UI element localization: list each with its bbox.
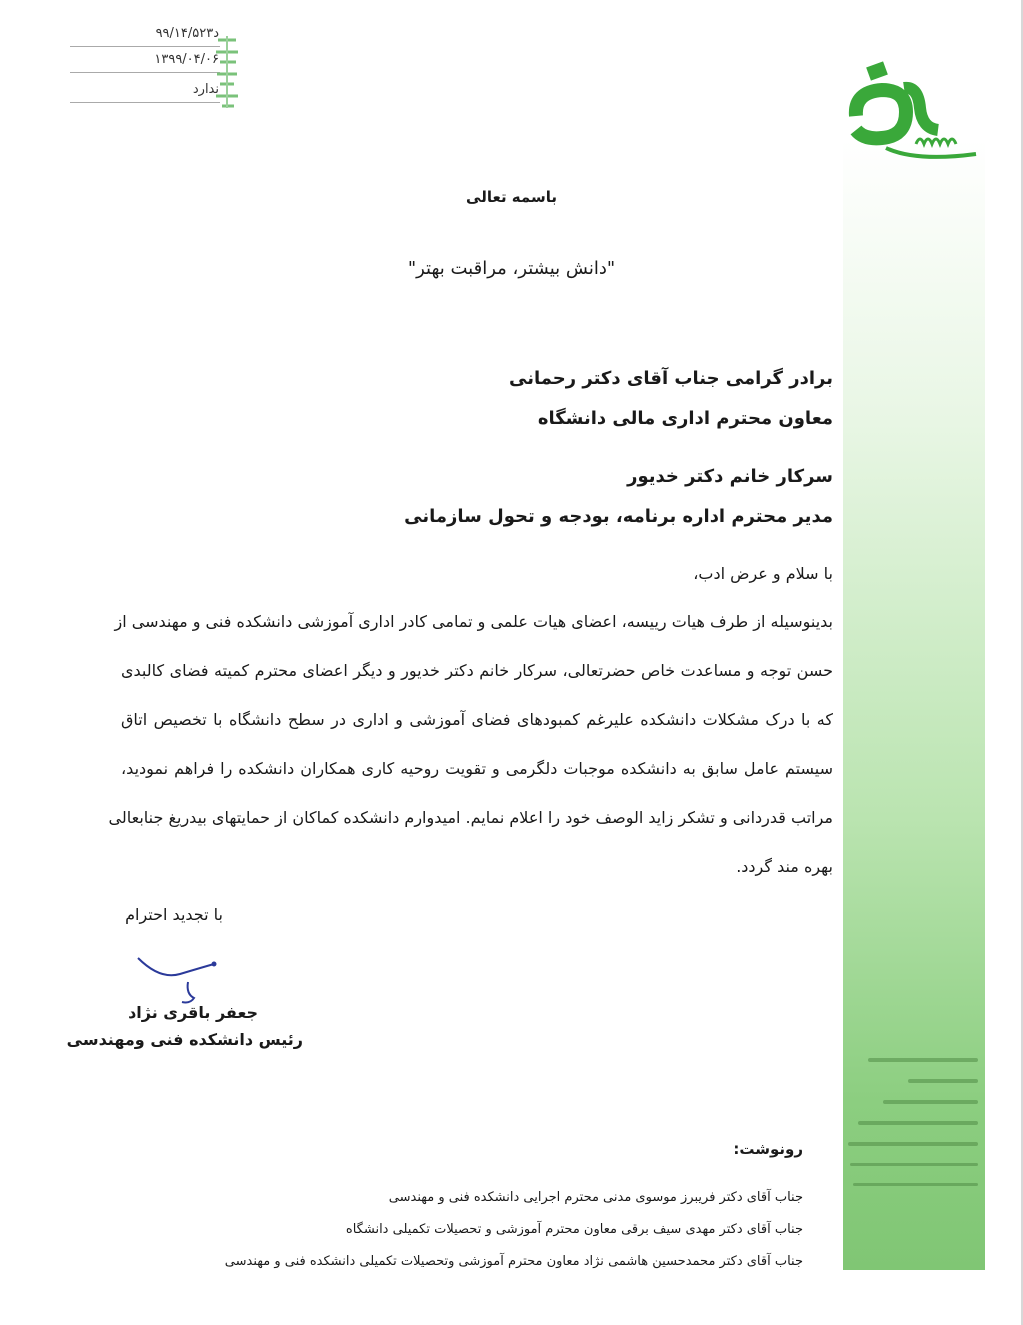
recipient-2-title: مدیر محترم اداره برنامه، بودجه و تحول سازمانی xyxy=(404,506,833,527)
body-line: حسن توجه و مساعدت خاص حضرتعالی، سرکار خانم دکتر خدیور و دیگر اعضای محترم کمیته فضای کالبدی xyxy=(121,661,833,680)
closing: با تجدید احترام xyxy=(125,905,223,924)
letter-number: د۹۹/۱۴/۵۲۳ xyxy=(155,26,219,41)
document-meta xyxy=(66,24,246,114)
signatory-title: رئیس دانشکده فنی ومهندسی xyxy=(66,1030,303,1049)
body-line: مراتب قدردانی و تشکر زاید الوصف خود را اعلام نمایم. امیدوارم دانشکده کماکان از حمایتهای بیدریغ جنابعالی xyxy=(108,808,833,827)
body-line: بهره مند گردد. xyxy=(736,857,833,876)
letter-date: ۱۳۹۹/۰۴/۰۶ xyxy=(154,52,219,67)
body-line: سیستم عامل سابق به دانشکده موجبات دلگرمی و تقویت روحیه کاری همکاران دانشکده را فراهم نمودید، xyxy=(121,759,833,778)
motto: "دانش بیشتر، مراقبت بهتر" xyxy=(407,258,616,279)
letterhead-footer-contact xyxy=(848,1058,978,1203)
recipient-1-title: معاون محترم اداری مالی دانشگاه xyxy=(537,408,833,429)
body-line: که با درک مشکلات دانشکده علیرغم کمبودهای فضای آموزشی و اداری در سطح دانشگاه با تخصیص اتاق xyxy=(121,710,833,729)
university-logo xyxy=(846,58,982,164)
greeting: با سلام و عرض ادب، xyxy=(693,564,833,583)
stamp-icon xyxy=(212,32,242,112)
recipient-1-name: برادر گرامی جناب آقای دکتر رحمانی xyxy=(508,368,833,389)
signatory-name: جعفر باقری نژاد xyxy=(128,1003,258,1022)
basmala: باسمه تعالی xyxy=(466,188,557,206)
cc-title: رونوشت: xyxy=(733,1140,803,1158)
cc-item: جناب آقای دکتر محمدحسین هاشمی نژاد معاون محترم آموزشی وتحصیلات تکمیلی دانشکده فنی و مهندسی xyxy=(224,1254,803,1269)
body-line: بدینوسیله از طرف هیات رییسه، اعضای هیات علمی و تمامی کادر اداری آموزشی دانشکده فنی و مهندسی از xyxy=(114,612,833,631)
cc-item: جناب آقای دکتر فریبرز موسوی مدنی محترم اجرایی دانشکده فنی و مهندسی xyxy=(388,1190,803,1205)
letter-attachment: ندارد xyxy=(192,82,219,97)
cc-item: جناب آقای دکتر مهدی سیف برقی معاون محترم آموزشی و تحصیلات تکمیلی دانشگاه xyxy=(345,1222,803,1237)
recipient-2-name: سرکار خانم دکتر خدیور xyxy=(627,466,833,487)
